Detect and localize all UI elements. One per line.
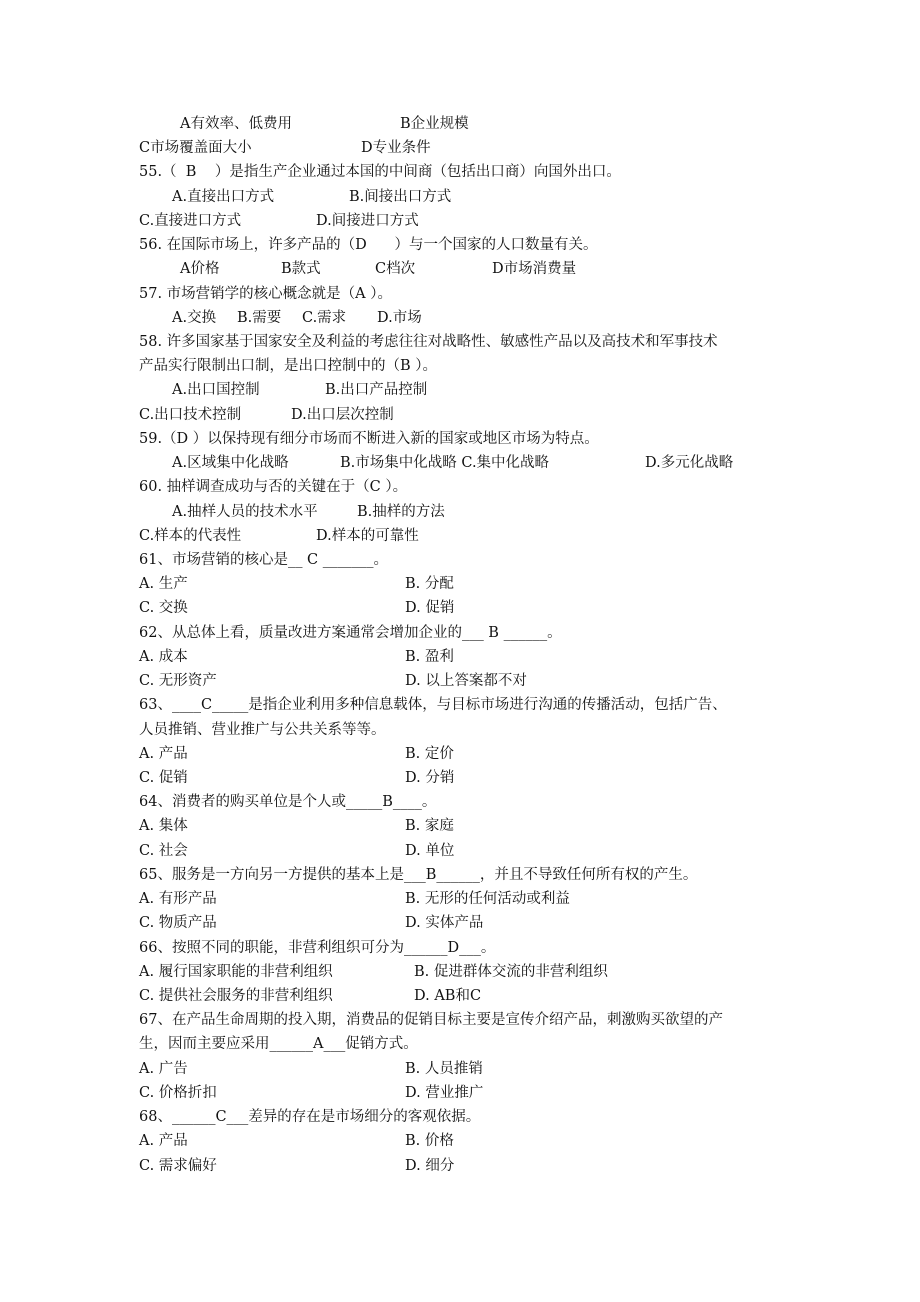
q63-option-c-part-2: D. 分销 — [405, 769, 455, 786]
q60-question: 60. 抽样调查成功与否的关键在于（C ）。 — [139, 479, 408, 496]
q59-options-part-3: D.多元化战略 — [645, 455, 734, 472]
q61-option-a-part-1: A. 生产 — [139, 576, 188, 593]
q61-option-c-part-2: D. 促销 — [405, 600, 455, 617]
q65-question: 65、服务是一方向另一方提供的基本上是___B______，并且不导致任何所有权的产生。 — [139, 866, 698, 883]
q68-option-a-part-1: A. 产品 — [139, 1133, 188, 1150]
q55-option-a-part-1: A.直接出口方式 — [172, 188, 275, 205]
q64-option-a-part-1: A. 集体 — [139, 818, 188, 835]
q68-option-a-part-2: B. 价格 — [405, 1133, 454, 1150]
q67-question-1: 67、在产品生命周期的投入期，消费品的促销目标主要是宣传介绍产品，刺激购买欲望的产 — [139, 1012, 723, 1029]
q60-option-a-part-2: B.抽样的方法 — [357, 503, 445, 520]
q57-question: 57. 市场营销学的核心概念就是（A ）。 — [139, 285, 392, 302]
q63-question-2: 人员推销、营业推广与公共关系等等。 — [139, 721, 386, 738]
q55-option-c-part-1: C.直接进口方式 — [139, 212, 242, 229]
q67-question-2: 生，因而主要应采用______A___促销方式。 — [139, 1036, 418, 1053]
q66-option-c-part-2: D. AB和C — [414, 987, 482, 1004]
q66-option-a-part-2: B. 促进群体交流的非营利组织 — [414, 963, 608, 980]
q59-options-part-2: B.市场集中化战略 C.集中化战略 — [340, 455, 550, 472]
q66-option-c-part-1: C. 提供社会服务的非营利组织 — [139, 987, 333, 1004]
q60-option-c-part-1: C.样本的代表性 — [139, 527, 242, 544]
q68-option-c-part-2: D. 细分 — [405, 1157, 455, 1174]
q58-option-a-part-1: A.出口国控制 — [172, 382, 260, 399]
q54-option-a-part-2: B企业规模 — [400, 116, 469, 132]
q60-option-c-part-2: D.样本的可靠性 — [316, 527, 419, 544]
q64-option-c-part-1: C. 社会 — [139, 842, 188, 859]
q63-option-a-part-1: A. 产品 — [139, 745, 188, 762]
q58-option-c-part-2: D.出口层次控制 — [291, 406, 394, 423]
q62-option-a-part-1: A. 成本 — [139, 648, 188, 665]
q58-option-a-part-2: B.出口产品控制 — [325, 382, 428, 399]
q61-option-c-part-1: C. 交换 — [139, 600, 188, 617]
q54-option-a-part-1: A有效率、低费用 — [180, 116, 292, 132]
q66-question: 66、按照不同的职能，非营利组织可分为______D___。 — [139, 939, 496, 956]
q57-options-part-1: A.交换 — [172, 309, 217, 326]
q65-option-c-part-1: C. 物质产品 — [139, 915, 217, 932]
q66-option-a-part-1: A. 履行国家职能的非营利组织 — [139, 963, 333, 980]
q56-options-part-2: B款式 — [281, 261, 321, 278]
q64-option-c-part-2: D. 单位 — [405, 842, 455, 859]
q59-options-part-1: A.区域集中化战略 — [172, 455, 289, 472]
q56-options-part-4: D市场消费量 — [492, 261, 577, 278]
q62-option-c-part-1: C. 无形资产 — [139, 673, 217, 690]
q61-question: 61、市场营销的核心是__ C _______。 — [139, 552, 389, 568]
q54-option-c-part-2: D专业条件 — [361, 140, 431, 157]
q68-option-c-part-1: C. 需求偏好 — [139, 1157, 217, 1174]
q58-question-2: 产品实行限制出口制，是出口控制中的（B ）。 — [139, 358, 438, 375]
q62-option-c-part-2: D. 以上答案都不对 — [405, 673, 527, 690]
q56-options-part-3: C档次 — [375, 261, 416, 278]
q57-options-part-4: D.市场 — [377, 309, 422, 326]
q63-question-1: 63、____C_____是指企业利用多种信息载体，与目标市场进行沟通的传播活动，包括广告、 — [139, 697, 727, 714]
q67-option-c-part-1: C. 价格折扣 — [139, 1084, 217, 1101]
q65-option-a-part-2: B. 无形的任何活动或利益 — [405, 891, 570, 907]
q62-question: 62、从总体上看，质量改进方案通常会增加企业的___ B ______。 — [139, 624, 562, 641]
q59-question: 59.（D ）以保持现有细分市场而不断进入新的国家或地区市场为特点。 — [139, 430, 599, 447]
q56-question: 56. 在国际市场上，许多产品的（D ）与一个国家的人口数量有关。 — [139, 237, 598, 254]
q67-option-a-part-1: A. 广告 — [139, 1060, 188, 1077]
q55-option-c-part-2: D.间接进口方式 — [316, 212, 419, 229]
q67-option-c-part-2: D. 营业推广 — [405, 1084, 484, 1101]
q58-option-c-part-1: C.出口技术控制 — [139, 406, 242, 423]
q68-question: 68、______C___差异的存在是市场细分的客观依据。 — [139, 1109, 481, 1125]
q65-option-a-part-1: A. 有形产品 — [139, 891, 217, 907]
q61-option-a-part-2: B. 分配 — [405, 576, 454, 593]
q58-question-1: 58. 许多国家基于国家安全及利益的考虑往往对战略性、敏感性产品以及高技术和军事技术 — [139, 334, 718, 350]
q57-options-part-3: C.需求 — [302, 309, 347, 326]
q60-option-a-part-1: A.抽样人员的技术水平 — [172, 503, 318, 520]
q54-option-c-part-1: C市场覆盖面大小 — [139, 140, 252, 157]
q57-options-part-2: B.需要 — [237, 309, 282, 326]
q65-option-c-part-2: D. 实体产品 — [405, 915, 484, 932]
q55-question: 55.（ B ）是指生产企业通过本国的中间商（包括出口商）向国外出口。 — [139, 164, 621, 181]
q62-option-a-part-2: B. 盈利 — [405, 648, 454, 665]
q64-option-a-part-2: B. 家庭 — [405, 818, 454, 835]
q63-option-a-part-2: B. 定价 — [405, 745, 454, 762]
q63-option-c-part-1: C. 促销 — [139, 769, 188, 786]
q55-option-a-part-2: B.间接出口方式 — [349, 188, 452, 205]
q67-option-a-part-2: B. 人员推销 — [405, 1060, 483, 1077]
q64-question: 64、消费者的购买单位是个人或_____B____。 — [139, 794, 437, 811]
q56-options-part-1: A价格 — [180, 261, 220, 278]
